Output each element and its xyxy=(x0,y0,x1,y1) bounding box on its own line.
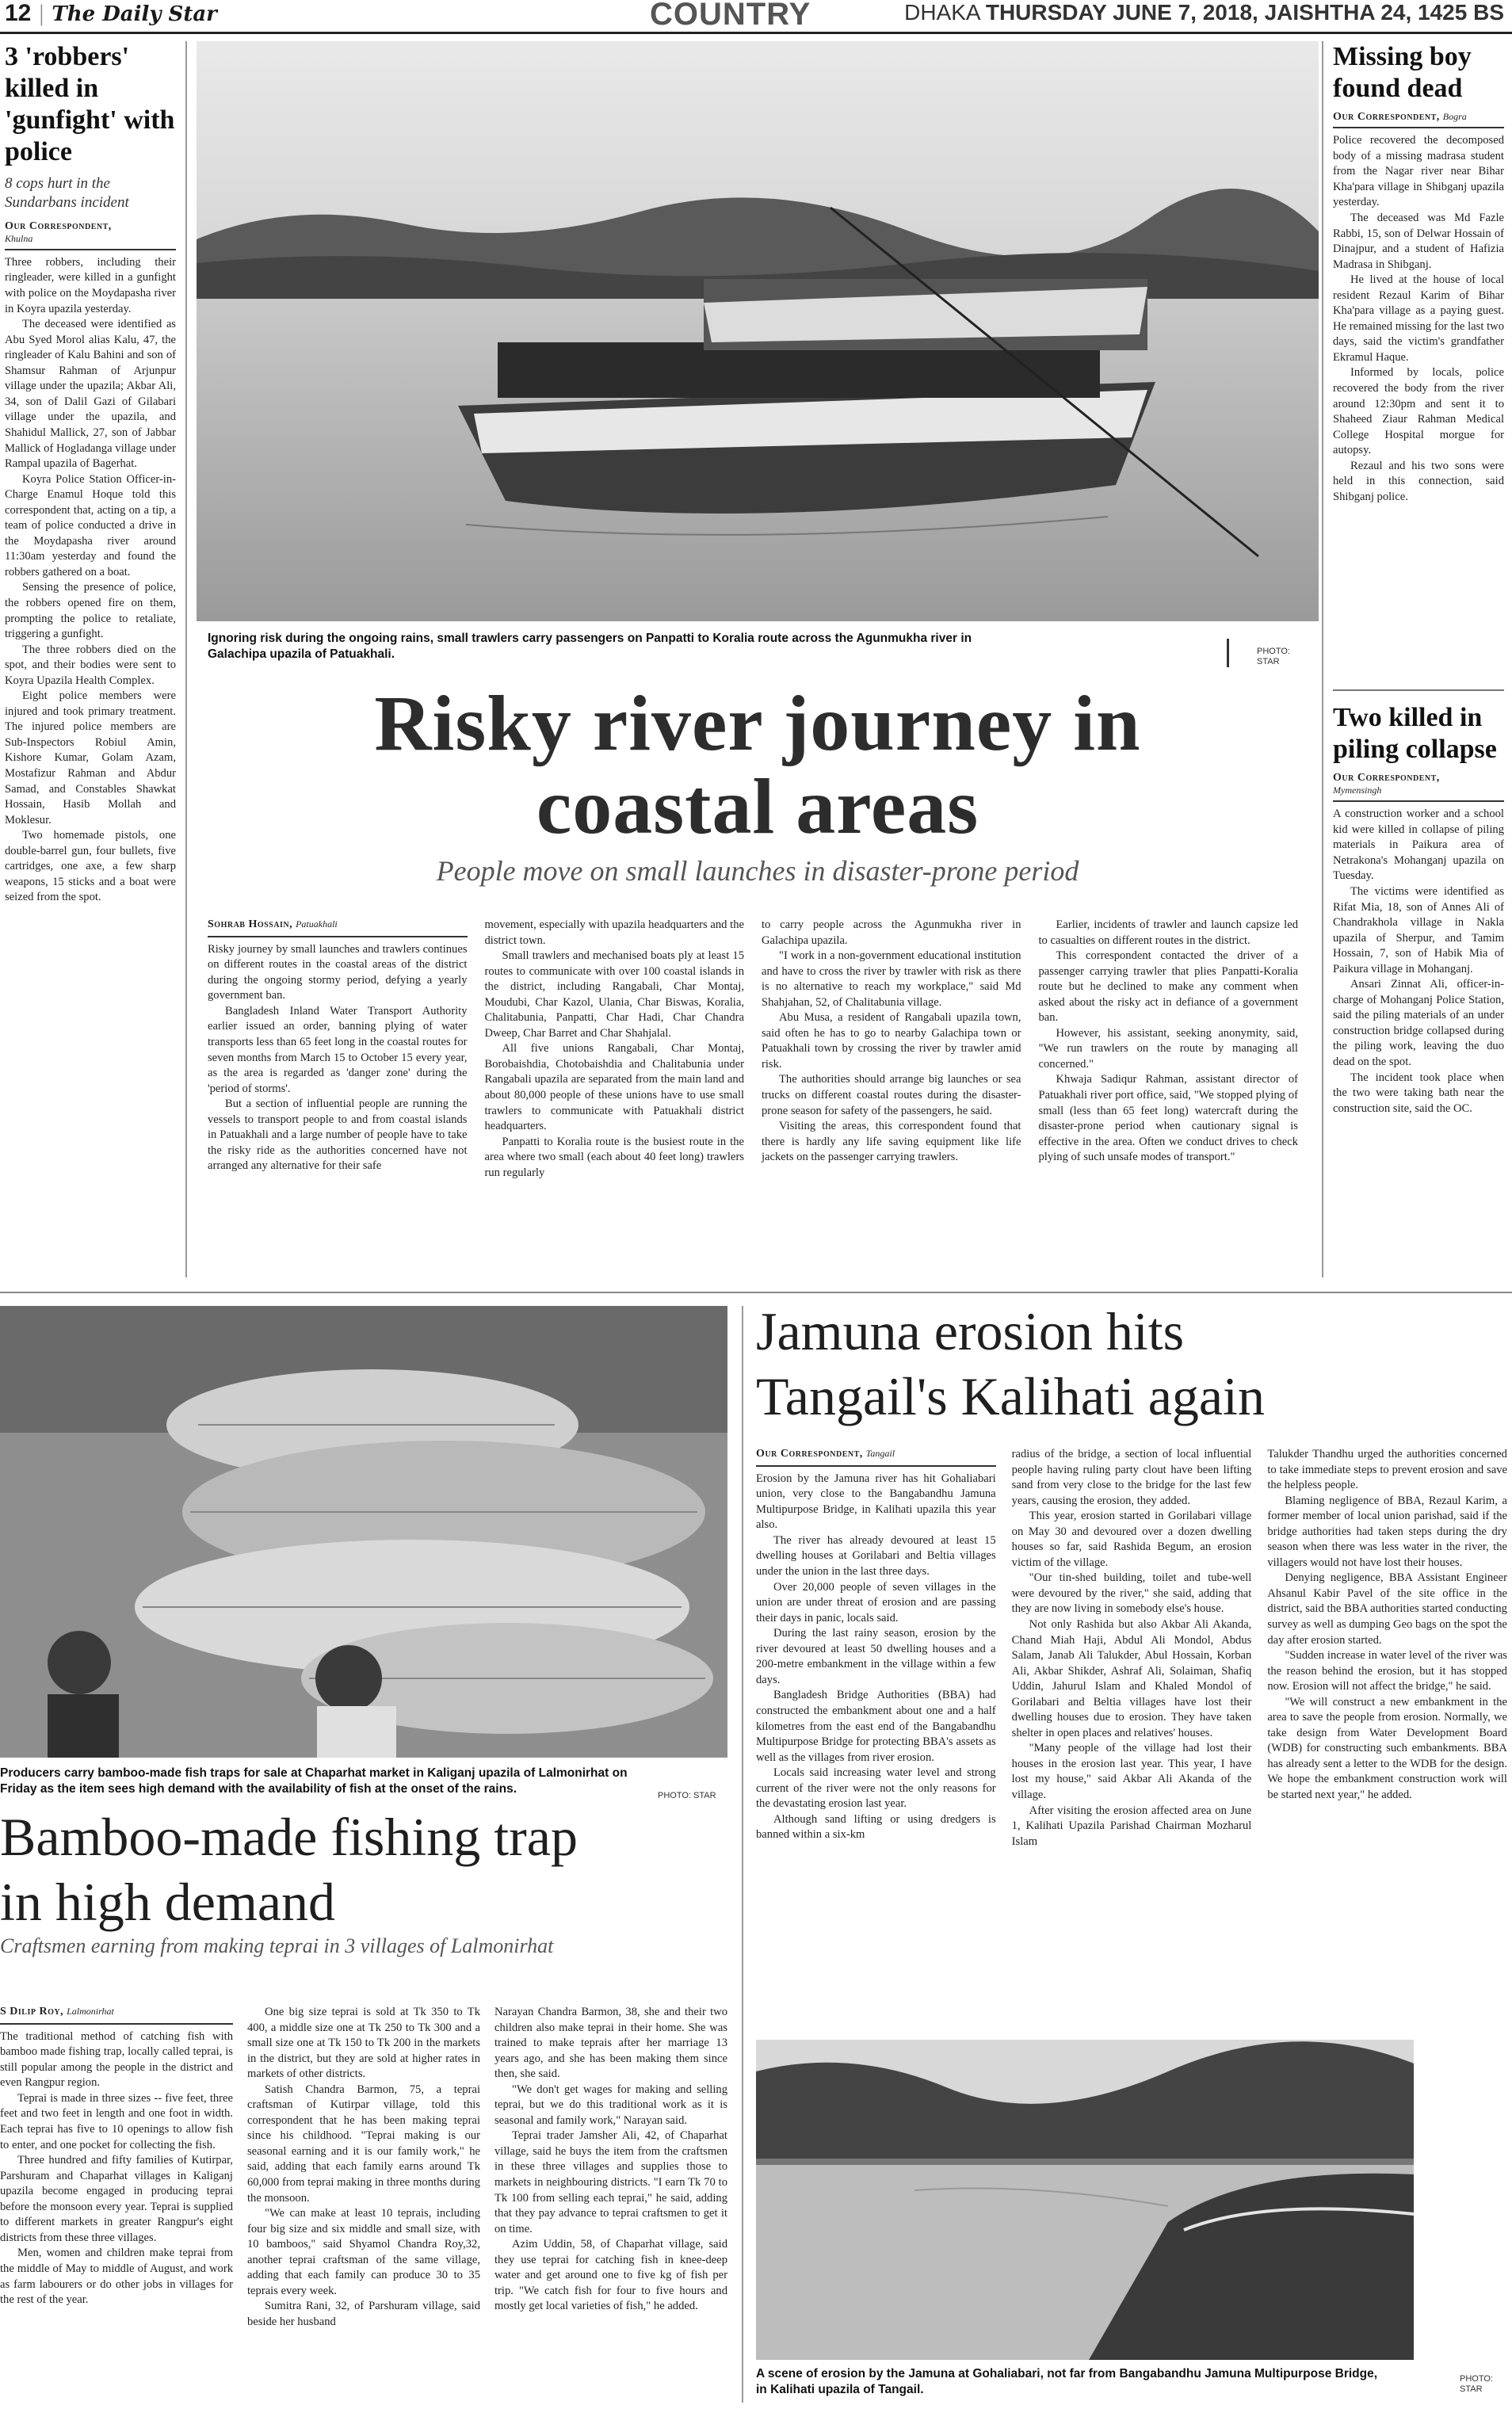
byline-location: Bogra xyxy=(1442,111,1467,123)
left-story xyxy=(5,41,176,906)
column-divider xyxy=(185,41,187,1277)
dateline-date: THURSDAY JUNE 7, 2018, JAISHTHA 24, 1425 BS xyxy=(985,0,1504,25)
bamboo-story-byline xyxy=(0,2005,233,2025)
byline-name: Sohrab Hossain, xyxy=(208,918,293,930)
column-divider xyxy=(742,1306,743,2403)
lead-headline-block xyxy=(197,681,1319,888)
bamboo-photo xyxy=(0,1306,727,1758)
left-story-byline xyxy=(5,220,176,250)
byline-location: Patuakhali xyxy=(296,918,338,930)
paragraph: "Sudden increase in water level of the river was the reason behind the erosion, but it has stopped now. Erosion will not affect the bridge," he said. xyxy=(1267,1649,1507,1693)
byline-location: Khulna xyxy=(5,232,33,244)
paragraph: Koyra Police Station Officer-in-Charge Enamul Hoque told this correspondent that, acting on a tip, a team of police conducted a drive in the Moydapasha river around 11:30am yesterday and found the robbers gathered on a boat. xyxy=(5,472,176,578)
jamuna-headline-block xyxy=(756,1300,1507,1429)
lead-column-2 xyxy=(485,918,745,1181)
bamboo-photo-credit: PHOTO: STAR xyxy=(658,1791,716,1800)
bamboo-headline-block xyxy=(0,1805,737,1958)
jamuna-photo-credit: PHOTO: STAR xyxy=(1460,2374,1493,2395)
paragraph: The incident took place when the two were taking bath near the construction site, said the OC. xyxy=(1333,1071,1504,1115)
paragraph: "We will construct a new embankment in the area to save the people from erosion. Normally, we take design from Water Development Board (WDB) for constructing such embankments. BBA has already sent a letter to the WDB for the design. We hope the embankment construction work will be started next year," he added. xyxy=(1267,1695,1507,1802)
bamboo-photo-caption: Producers carry bamboo-made fish traps for sale at Chaparhat market in Kaliganj upazila of Lalmonirhat on Friday as the item sees high demand with the availability of fish at the onset of the rains. xyxy=(0,1766,628,1796)
headline-line: in high demand xyxy=(0,1871,336,1932)
paragraph: "I work in a non-government educational institution and have to cross the river by trawler with risk as there is no alternative to reach my workplace," said Md Shahjahan, 52, of Chalitabunia village. xyxy=(762,949,1021,1009)
paragraph: radius of the bridge, a section of local influential people having ruling party clout have been lifting sand from very close to the bridge for the last few years, causing the erosion, they added. xyxy=(1011,1448,1252,1507)
lead-photo-credit: PHOTO: STAR xyxy=(1257,647,1290,667)
paragraph: Bangladesh Inland Water Transport Authority earlier issued an order, banning plying of water transports less than 65 feet long in the coastal routes for seven months from March 15 to October 15 every year, as the area is regarded as 'danger zone' during the 'period of storms'. xyxy=(208,1004,468,1095)
column-divider xyxy=(1322,41,1323,1277)
paragraph: Locals said increasing water level and strong current of the river were not the only reasons for the devastating erosion last year. xyxy=(756,1766,996,1811)
lead-headline xyxy=(197,681,1319,848)
paper-name: The Daily Star xyxy=(52,2,217,26)
paragraph: Police recovered the decomposed body of a missing madrasa student from the Nagar river near Bihar Kha'para village in Shibganj upazila yesterday. xyxy=(1333,134,1504,209)
credit-bar xyxy=(1227,639,1229,667)
lead-column-4 xyxy=(1039,918,1299,1181)
paragraph: Three robbers, including their ringleader, were killed in a gunfight with police on the Moydapasha river in Koyra upazila yesterday. xyxy=(5,255,176,315)
byline-location: Lalmonirhat xyxy=(67,2006,114,2017)
boat-illustration xyxy=(197,41,1319,621)
paragraph: Abu Musa, a resident of Rangabali upazila town, said often he has to go to nearby Galachipa town or Patuakhali town by crossing the river by trawler amid risk. xyxy=(762,1011,1021,1071)
lead-deck: People move on small launches in disaster-prone period xyxy=(436,855,1079,887)
jamuna-story-body xyxy=(756,1447,1507,1850)
page-header xyxy=(5,0,217,27)
paragraph: Two homemade pistols, one double-barrel gun, four bullets, five cartridges, one axe, a few sharp weapons, 15 sticks and a boat were seized from the spot. xyxy=(5,829,176,904)
paragraph: All five unions Rangabali, Char Montaj, Borobaishdia, Chotobaishdia and Chalitabunia under Rangabali upazila are separated from the main land and about 80,000 people of these unions have to use small trawlers to communicate with Patuakhali district headquarters. xyxy=(484,1042,744,1133)
paragraph: Earlier, incidents of trawler and launch capsize led to casualties on different routes in the district. xyxy=(1038,918,1298,947)
dateline xyxy=(904,0,1504,25)
headline-line: Risky river journey in xyxy=(374,679,1141,767)
paragraph: After visiting the erosion affected area on June 1, Kalihati Upazila Parishad Chairman Mozharul Islam xyxy=(1011,1804,1252,1848)
headline-line: Tangail's Kalihati again xyxy=(756,1365,1265,1426)
paragraph: Teprai trader Jamsher Ali, 42, of Chaparhat village, said he buys the item from the craftsmen in these three villages and supplies those to markets in neighbouring districts. "I earn Tk 70 to Tk 100 from selling each teprai," he said, adding that they pay advance to teprai craftsmen to get it on time. xyxy=(494,2129,727,2235)
jamuna-column-1 xyxy=(756,1447,996,1850)
byline-location: Mymensingh xyxy=(1333,785,1382,796)
paragraph: Men, women and children make teprai from the middle of May to middle of August, and work as farm labourers or do other jobs in villages for the rest of the year. xyxy=(0,2247,233,2307)
bamboo-deck: Craftsmen earning from making teprai in 3 villages of Lalmonirhat xyxy=(0,1934,554,1958)
left-story-headline: 3 'robbers' killed in 'gunfight' with police xyxy=(5,42,175,167)
story-divider xyxy=(1333,689,1504,691)
paragraph: A construction worker and a school kid were killed in collapse of piling materials in Paikura area of Netrakona's Mohanganj upazila on Tuesday. xyxy=(1333,807,1504,883)
paragraph: Satish Chandra Barmon, 75, a teprai craftsman of Kutirpar village, told this correspondent that he has been making teprai since his childhood. "Teprai making is our seasonal earning and it is our family work," he said, adding that each family earns around Tk 60,000 from teprai making in three months during the monsoon. xyxy=(247,2083,480,2205)
paragraph: Eight police members were injured and took primary treatment. The injured police members are Sub-Inspectors Robiul Amin, Kishore Kumar, Golam Azam, Mostafizur Rahman and Abdur Samad, and Constables Shawkat Hossain, Hasib Mollah and Moklesur. xyxy=(5,689,176,827)
jamuna-story-byline xyxy=(756,1447,996,1467)
lead-photo-boats xyxy=(197,41,1319,621)
lead-photo-caption: Ignoring risk during the ongoing rains, small trawlers carry passengers on Panpatti to Koralia route across the Agunmukha river in Galachipa upazila of Patuakhali. xyxy=(208,632,972,662)
paragraph: Narayan Chandra Barmon, 38, she and their two children also make teprai in their home. She was trained to make teprais after her marriage 13 years ago, and she has been making them since then, she said. xyxy=(494,2006,727,2081)
bamboo-story-body xyxy=(0,2005,727,2330)
byline-name: Our Correspondent, xyxy=(1333,111,1440,124)
bamboo-column-3 xyxy=(494,2005,727,2330)
paragraph: Denying negligence, BBA Assistant Engineer Ahsanul Kabir Pavel of the site office in the district, said the BBA authorities started conducting survey as well as dumping Geo bags on the spot the day after erosion started. xyxy=(1267,1571,1507,1647)
header-separator: | xyxy=(39,0,44,26)
paragraph: Informed by locals, police recovered the body from the river around 12:30pm and sent it to Shaheed Ziaur Rahman Medical College Hospital morgue for autopsy. xyxy=(1333,366,1504,457)
right-story-1-byline xyxy=(1333,111,1504,128)
erosion-illustration xyxy=(756,2040,1414,2360)
page-number: 12 xyxy=(5,0,32,26)
right-story-2-byline xyxy=(1333,772,1504,802)
byline-name: Our Correspondent, xyxy=(756,1448,863,1460)
section-title: COUNTRY xyxy=(650,0,811,32)
lead-story-body xyxy=(208,918,1298,1181)
paragraph: The deceased were identified as Abu Syed Morol alias Kalu, 47, the ringleader of Kalu Bahini and son of Shamsur Rahman of Arjunpur village under the upazila; Akbar Ali, 34, son of Dalil Gazi of Gilabari village under the upazila, and Shahidul Mallick, 27, son of Jabbar Mallick of Hogladanga village under Rampal upazila of Bagerhat. xyxy=(5,318,176,471)
paragraph: Talukder Thandhu urged the authorities concerned to take immediate steps to prevent erosion and save the helpless people. xyxy=(1267,1448,1507,1492)
byline-name: Our Correspondent, xyxy=(5,220,112,232)
paragraph: The river has already devoured at least 15 dwelling houses at Gorilabari and Beltia villages under the union in the last three days. xyxy=(756,1533,996,1579)
right-story-2-headline: Two killed in piling collapse xyxy=(1333,703,1497,765)
paragraph: Over 20,000 people of seven villages in the union are under threat of erosion and are passing their days in panic, locals said. xyxy=(756,1580,996,1624)
paragraph: The traditional method of catching fish with bamboo made fishing trap, locally called teprai, is still popular among the people in the district and even Rangpur region. xyxy=(0,2029,233,2090)
bamboo-headline xyxy=(0,1805,737,1934)
bamboo-column-1 xyxy=(0,2005,233,2330)
paragraph: Blaming negligence of BBA, Rezaul Karim, a former member of local union parishad, said if the bridge authorities had taken steps during the dry season when there was less water in the river, the villagers would not have lost their houses. xyxy=(1267,1494,1507,1569)
headline-line: Bamboo-made fishing trap xyxy=(0,1807,578,1867)
section-divider xyxy=(0,1292,1512,1293)
paragraph: He lived at the house of local resident Rezaul Karim of Bihar Kha'para village as a paying guest. He remained missing for the last two days, said the victim's grandfather Ekramul Haque. xyxy=(1333,273,1504,364)
paragraph: The authorities should arrange big launches or sea trucks on different coastal routes during the disaster-prone season for safety of the passengers, he said. xyxy=(762,1073,1021,1117)
paragraph: Rezaul and his two sons were held in this connection, said Shibganj police. xyxy=(1333,459,1504,503)
paragraph: During the last rainy season, erosion by the river devoured at least 50 dwelling houses and a 200-metre embankment in the village within a few days. xyxy=(756,1627,996,1686)
right-story-missing-boy xyxy=(1333,41,1504,505)
jamuna-column-3 xyxy=(1267,1447,1507,1850)
paragraph: "Our tin-shed building, toilet and tube-well were devoured by the river," she said, adding that they are now living in somebody else's house. xyxy=(1011,1571,1252,1616)
jamuna-photo-caption: A scene of erosion by the Jamuna at Gohaliabari, not far from Bangabandhu Jamuna Multipurpose Bridge, in Kalihati upazila of Tangail. xyxy=(756,2367,1378,2397)
lead-column-1 xyxy=(208,918,468,1181)
byline-name: S Dilip Roy, xyxy=(0,2006,64,2018)
bamboo-column-2 xyxy=(247,2005,480,2330)
paragraph: The deceased was Md Fazle Rabbi, 15, son of Delwar Hossain of Dinajpur, and a student of Hafizia Madrasa in Shibganj. xyxy=(1333,211,1504,271)
paragraph: The three robbers died on the spot, and their bodies were sent to Koyra Upazila Health Complex. xyxy=(5,643,176,687)
jamuna-erosion-photo xyxy=(756,2040,1414,2360)
paragraph: This year, erosion started in Gorilabari village on May 30 and devoured over a dozen dwelling houses so far, said Rashida Begum, an erosion victim of the village. xyxy=(1011,1510,1252,1569)
paragraph: Visiting the areas, this correspondent found that there is hardly any life saving equipment like life jackets on the passenger carrying trawlers. xyxy=(762,1120,1021,1164)
right-story-piling-collapse xyxy=(1333,702,1504,1117)
paragraph: However, his assistant, seeking anonymity, said, "We run trawlers on the route by managing all concerned." xyxy=(1038,1026,1298,1071)
lead-story-byline xyxy=(208,918,468,937)
left-story-deck: 8 cops hurt in the Sundarbans incident xyxy=(5,175,129,212)
paragraph: Not only Rashida but also Akbar Ali Akanda, Chand Miah Haji, Abdul Ali Mondol, Abdus Salam, Janab Ali Talukder, Abul Hossain, Korban Ali, Akbar Shikder, Ashraf Ali, Solaiman, Shafiq Uddin, Jahurul Islam and Khaled Mondol of Gorilabari and Beltia villages have lost their dwelling houses due to erosion. They have taken shelter in open places and relatives' houses. xyxy=(1011,1618,1252,1739)
paragraph: Azim Uddin, 58, of Chaparhat village, said they use teprai for catching fish in knee-deep water and get around one to five kg of fish per trip. "We catch fish for four to five hours and mostly get local varieties of fish," he added. xyxy=(494,2238,727,2313)
paragraph: Panpatti to Koralia route is the busiest route in the area where two small (each about 40 feet long) trawlers run regularly xyxy=(484,1135,744,1179)
paragraph: movement, especially with upazila headquarters and the district town. xyxy=(484,918,744,947)
left-story-body xyxy=(5,255,176,906)
right-story-2-body xyxy=(1333,807,1504,1117)
right-story-1-body xyxy=(1333,133,1504,505)
paragraph: But a section of influential people are running the vessels to transport people to and from coastal islands in Patuakhali and a large number of people have to take the risky ride as the authorities concerned have not arranged any alternative for their safe xyxy=(208,1098,468,1173)
header-rule xyxy=(0,32,1512,34)
paragraph: One big size teprai is sold at Tk 350 to Tk 400, a middle size one at Tk 250 to Tk 300 and a small size one at Tk 150 to Tk 200 in the markets in the district, but they are sold at higher rates in markets of other districts. xyxy=(247,2006,480,2081)
bamboo-trap-illustration xyxy=(0,1306,727,1758)
paragraph: "We can make at least 10 teprais, including four big size and six middle and small size, with 10 bamboos," said Shyamol Chandra Roy,32, another teprai craftsman of the same village, adding that each family can produce 30 to 35 teprais every week. xyxy=(247,2207,480,2297)
headline-line: Jamuna erosion hits xyxy=(756,1301,1185,1361)
paragraph: The victims were identified as Rifat Mia, 18, son of Annes Ali of Chandrakhola village in Nakla upazila of Sherpur, and Tamim Hossain, 7, son of Habik Mia of Paikura village in Mohanganj. xyxy=(1333,884,1504,975)
byline-location: Tangail xyxy=(865,1448,895,1459)
paragraph: This correspondent contacted the driver of a passenger carrying trawler that plies Panpatti-Koralia route but he declined to make any comment when asked about the risky act in defiance of a government ban. xyxy=(1038,949,1298,1025)
paragraph: Sumitra Rani, 32, of Parshuram village, said beside her husband xyxy=(247,2300,480,2328)
paragraph: Risky journey by small launches and trawlers continues on different routes in the coastal areas of the district during the ongoing stormy period, defying a yearly government ban. xyxy=(208,942,468,1002)
paragraph: Teprai is made in three sizes -- five feet, three feet and two feet in length and one foot in width. Each teprai has five to 10 openings to allow fish to enter, and one pocket for collecting the fish. xyxy=(0,2091,233,2151)
paragraph: Three hundred and fifty families of Kutirpar, Parshuram and Chaparhat villages in Kaliganj upazila become engaged in producing teprai before the monsoon every year. Teprai is supplied to different markets in greater Rangpur's eight districts from these three villages. xyxy=(0,2154,233,2244)
jamuna-column-2 xyxy=(1012,1447,1252,1850)
paragraph: to carry people across the Agunmukha river in Galachipa upazila. xyxy=(762,918,1021,947)
headline-line: coastal areas xyxy=(536,762,979,850)
paragraph: Ansari Zinnat Ali, officer-in-charge of Mohanganj Police Station, said the piling materials of an under construction bridge collapsed during the piling work, leaving the duo dead on the spot. xyxy=(1333,978,1504,1068)
paragraph: Khwaja Sadiqur Rahman, assistant director of Patuakhali river port office, said, "We stopped plying of small (less than 65 feet long) watercraft during the disaster-prone period when cautionary signal is effective in the area. Often we conduct drives to check plying of such unsafe modes of transport." xyxy=(1038,1073,1298,1164)
paragraph: "We don't get wages for making and selling teprai, but we do this traditional work as it is seasonal and family work," Narayan said. xyxy=(494,2083,727,2127)
right-story-1-headline: Missing boy found dead xyxy=(1333,42,1472,104)
paragraph: Bangladesh Bridge Authorities (BBA) had constructed the embankment about one and a half kilometres from the east end of the Bangabandhu Multipurpose Bridge for protecting BBA's assets as well as the villages from river erosion. xyxy=(756,1689,996,1764)
paragraph: Although sand lifting or using dredgers is banned within a six-km xyxy=(756,1812,996,1842)
paragraph: Sensing the presence of police, the robbers opened fire on them, prompting the police to retaliate, triggering a gunfight. xyxy=(5,581,176,641)
paragraph: "Many people of the village had lost their houses in the erosion last year. This year, I have lost my house," said Akbar Ali Akanda of the village. xyxy=(1011,1742,1252,1802)
paragraph: Erosion by the Jamuna river has hit Gohaliabari union, very close to the Bangabandhu Jamuna Multipurpose Bridge, in Kalihati upazila this year also. xyxy=(756,1472,996,1532)
lead-column-3 xyxy=(762,918,1021,1181)
dateline-city: DHAKA xyxy=(904,0,980,25)
jamuna-headline xyxy=(756,1300,1507,1429)
paragraph: Small trawlers and mechanised boats ply at least 15 routes to communicate with over 100 coastal islands in the district, including Rangabali, Char Montaj, Moudubi, Char Kazol, Ulania, Char Biswas, Koralia, Chalitabunia, Panpatti, Char Hadi, Char Chandra Dweep, Char Barret and Char Shahjalal. xyxy=(484,949,744,1040)
byline-name: Our Correspondent, xyxy=(1333,772,1440,785)
